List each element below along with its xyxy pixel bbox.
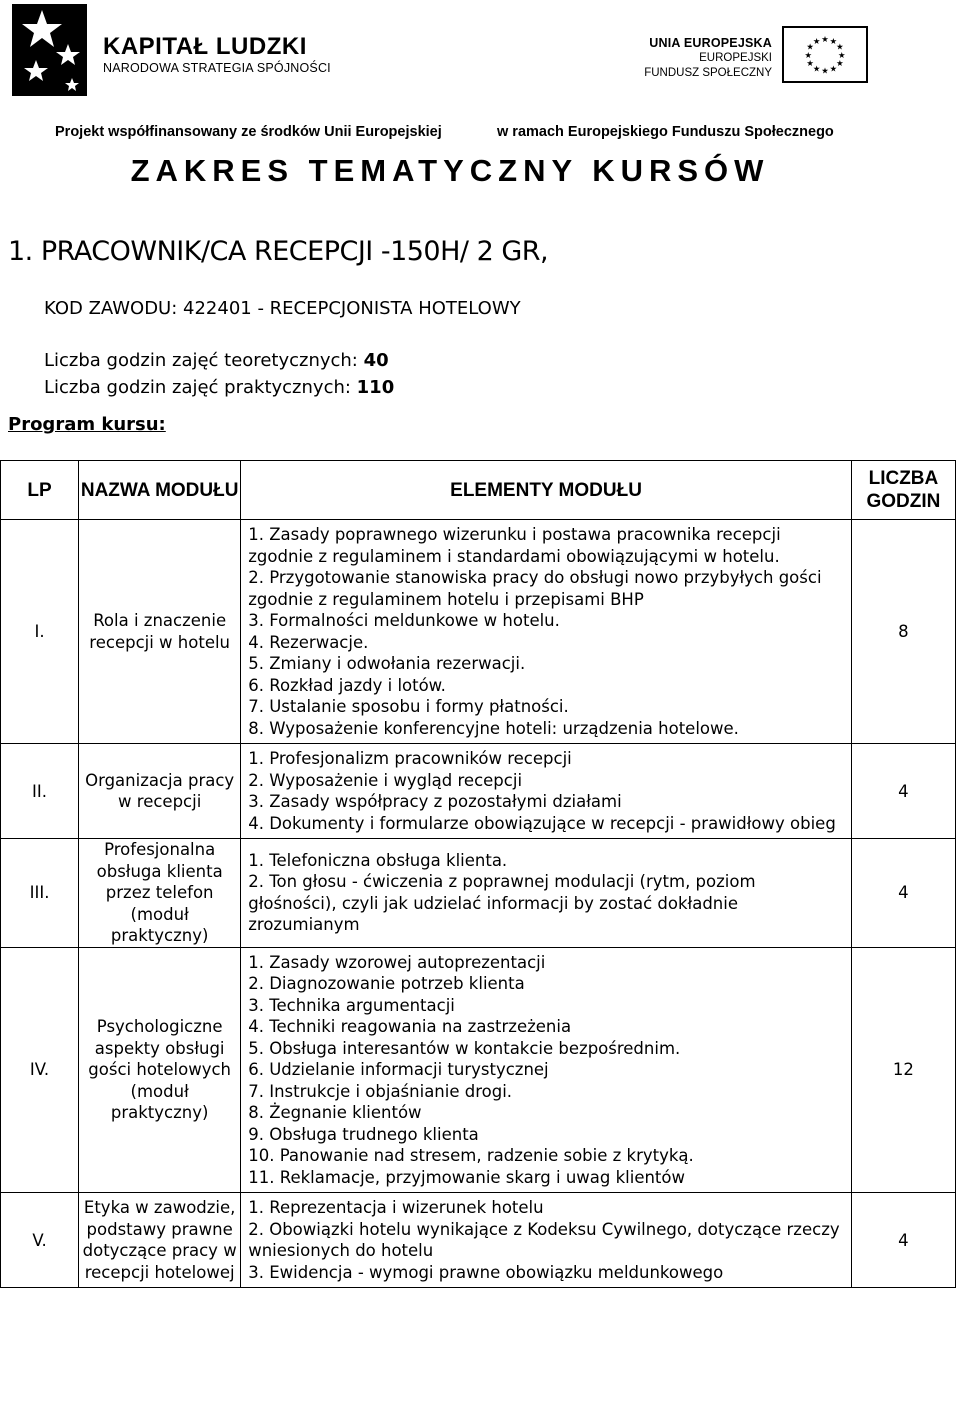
module-name: Profesjonalna obsługa klienta przez telefon (moduł praktyczny) — [79, 839, 241, 948]
module-elements — [241, 520, 852, 744]
funding-note-left: Projekt współfinansowany ze środków Unii Europejskiej — [55, 124, 442, 140]
list-item: 4. Techniki reagowania na zastrzeżenia — [248, 1017, 572, 1036]
list-item: 4. Dokumenty i formularze obowiązujące w recepcji - prawidłowy obieg — [248, 813, 836, 833]
table-header-row — [1, 461, 956, 520]
program-label: Program kursu: — [8, 414, 166, 435]
list-item: 3. Zasady współpracy z pozostałymi działami — [248, 792, 622, 811]
practice-hours — [44, 377, 394, 398]
list-item: 3. Formalności meldunkowe w hotelu. — [248, 611, 560, 630]
list-item: 2. Wyposażenie i wygląd recepcji — [248, 770, 523, 790]
document-title: ZAKRES TEMATYCZNY KURSÓW — [130, 153, 770, 188]
list-item: 6. Udzielanie informacji turystycznej — [248, 1060, 549, 1079]
list-item: 1. Profesjonalizm pracowników recepcji — [248, 749, 572, 768]
list-item: 1. Reprezentacja i wizerunek hotelu — [248, 1198, 544, 1217]
practice-hours-value: 110 — [356, 377, 395, 398]
svg-text:★: ★ — [837, 49, 846, 60]
list-item: 1. Zasady poprawnego wizerunku i postawa pracownika recepcji zgodnie z regulaminem i standardami obowiązującymi w hotelu. — [248, 525, 781, 566]
eu-fund-line2: FUNDUSZ SPOŁECZNY — [644, 67, 772, 79]
module-name: Rola i znaczenie recepcji w hotelu — [79, 520, 241, 744]
svg-text:★: ★ — [821, 65, 829, 76]
list-item: 7. Instrukcje i objaśnianie drogi. — [248, 1081, 513, 1101]
svg-text:★: ★ — [812, 35, 821, 46]
svg-text:★: ★ — [829, 63, 838, 74]
header-module-elements: ELEMENTY MODUŁU — [241, 461, 852, 520]
module-lp: II. — [1, 744, 79, 839]
funding-note-right: w ramach Europejskiego Funduszu Społecznego — [497, 124, 834, 140]
list-item: 10. Panowanie nad stresem, radzenie sobie z krytyką. — [248, 1146, 694, 1165]
list-item: 2. Obowiązki hotelu wynikające z Kodeksu Cywilnego, dotyczące rzeczy wniesionych do hotelu — [248, 1219, 840, 1260]
module-hours: 4 — [851, 744, 955, 839]
theory-hours — [44, 350, 389, 371]
list-item: 11. Reklamacje, przyjmowanie skarg i uwag klientów — [248, 1167, 685, 1187]
table-row — [1, 744, 956, 839]
header-hours: LICZBA GODZIN — [851, 461, 955, 520]
eu-title: UNIA EUROPEJSKA — [649, 36, 772, 50]
theory-hours-label: Liczba godzin zajęć teoretycznych: — [44, 350, 364, 371]
svg-text:★: ★ — [806, 41, 814, 52]
list-item: 2. Ton głosu - ćwiczenia z poprawnej modulacji (rytm, poziom głośności), czyli jak udzielać informacji by zostać dokładnie zrozumianym — [248, 872, 756, 935]
header-module-name: NAZWA MODUŁU — [79, 461, 241, 520]
table-row — [1, 1193, 956, 1288]
course-heading: 1. PRACOWNIK/CA RECEPCJI -150H/ 2 GR, — [8, 236, 549, 267]
header-lp: LP — [1, 461, 79, 520]
list-item: 3. Technika argumentacji — [248, 995, 455, 1015]
eu-fund-line1: EUROPEJSKI — [699, 52, 772, 64]
svg-text:★: ★ — [829, 35, 838, 46]
list-item: 1. Telefoniczna obsługa klienta. — [248, 850, 508, 870]
theory-hours-value: 40 — [363, 350, 389, 371]
practice-hours-label: Liczba godzin zajęć praktycznych: — [44, 377, 357, 398]
svg-text:★: ★ — [812, 63, 821, 74]
module-lp: V. — [1, 1193, 79, 1288]
list-item: 3. Ewidencja - wymogi prawne obowiązku meldunkowego — [248, 1262, 724, 1282]
list-item: 6. Rozkład jazdy i lotów. — [248, 675, 446, 695]
svg-text:★: ★ — [836, 58, 844, 69]
list-item: 8. Wyposażenie konferencyjne hoteli: urządzenia hotelowe. — [248, 718, 739, 738]
kapital-ludzki-title: KAPITAŁ LUDZKI — [103, 33, 307, 60]
list-item: 1. Zasady wzorowej autoprezentacji — [248, 952, 546, 972]
list-item: 5. Zmiany i odwołania rezerwacji. — [248, 654, 526, 673]
module-hours: 4 — [851, 839, 955, 948]
module-lp: III. — [1, 839, 79, 948]
module-elements — [241, 744, 852, 839]
module-elements — [241, 947, 852, 1193]
module-elements — [241, 1193, 852, 1288]
list-item: 2. Diagnozowanie potrzeb klienta — [248, 974, 525, 993]
list-item: 7. Ustalanie sposobu i formy płatności. — [248, 697, 569, 716]
module-hours: 12 — [851, 947, 955, 1193]
module-name: Psychologiczne aspekty obsługi gości hotelowych (moduł praktyczny) — [79, 947, 241, 1193]
list-item: 2. Przygotowanie stanowiska pracy do obsługi nowo przybyłych gości zgodnie z regulaminem hotelu i przepisami BHP — [248, 568, 822, 609]
svg-text:★: ★ — [806, 58, 814, 69]
module-name: Etyka w zawodzie, podstawy prawne dotyczące pracy w recepcji hotelowej — [79, 1193, 241, 1288]
table-row — [1, 839, 956, 948]
svg-text:★: ★ — [836, 41, 844, 52]
list-item: 5. Obsługa interesantów w kontakcie bezpośrednim. — [248, 1038, 681, 1058]
svg-text:★: ★ — [804, 49, 813, 60]
module-elements — [241, 839, 852, 948]
table-row — [1, 520, 956, 744]
module-name: Organizacja pracy w recepcji — [79, 744, 241, 839]
kapital-ludzki-subtitle: NARODOWA STRATEGIA SPÓJNOŚCI — [103, 61, 331, 75]
table-row — [1, 947, 956, 1193]
module-hours: 4 — [851, 1193, 955, 1288]
list-item: 8. Żegnanie klientów — [248, 1103, 422, 1122]
list-item: 9. Obsługa trudnego klienta — [248, 1124, 479, 1144]
list-item: 4. Rezerwacje. — [248, 632, 369, 652]
svg-text:★: ★ — [821, 33, 829, 44]
kapital-ludzki-logo-icon — [12, 4, 87, 96]
modules-table — [0, 460, 956, 1288]
eu-flag-icon — [782, 26, 868, 83]
module-lp: IV. — [1, 947, 79, 1193]
module-hours: 8 — [851, 520, 955, 744]
module-lp: I. — [1, 520, 79, 744]
course-code: KOD ZAWODU: 422401 - RECEPCJONISTA HOTELOWY — [44, 298, 521, 319]
